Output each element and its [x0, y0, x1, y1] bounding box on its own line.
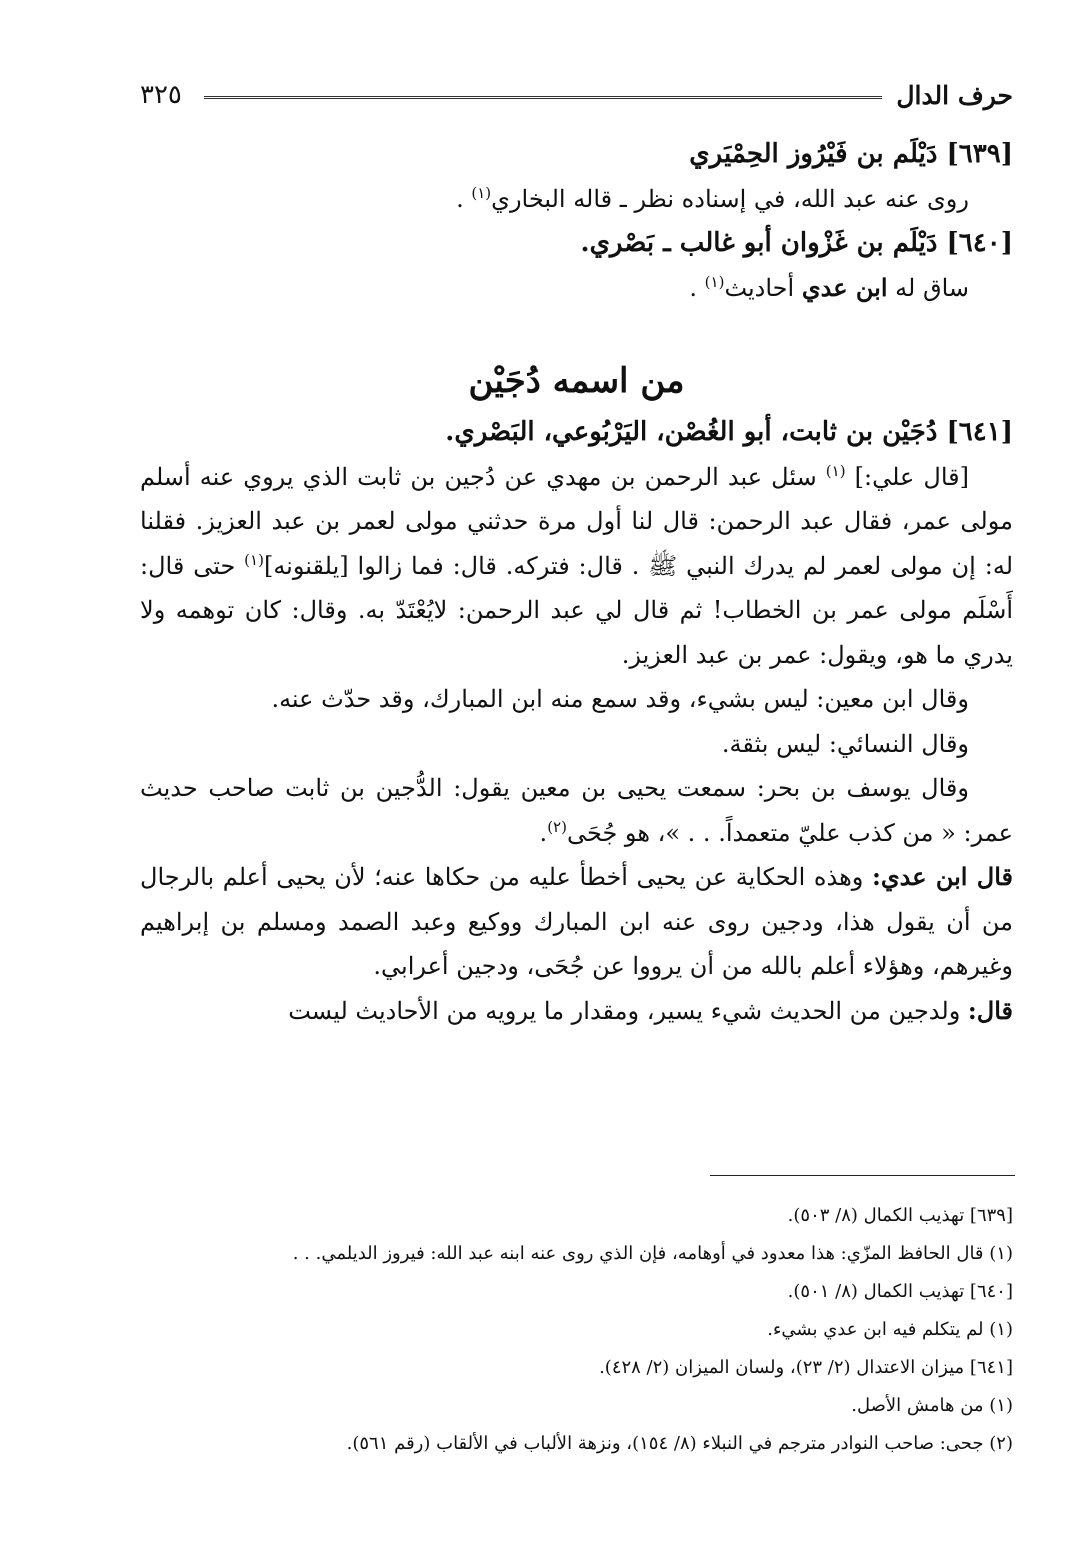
entry-641-paragraph-4	[140, 766, 1013, 855]
footnote-ref: (١)	[825, 461, 846, 480]
footnote-ref: (١)	[704, 272, 725, 291]
footnote-ref: (١)	[471, 183, 492, 202]
footnote-ref: (٢)	[547, 817, 567, 836]
header-title: حرف الدال	[896, 80, 1013, 110]
footnote: (١) قال الحافظ المزّي: هذا معدود في أوهامه، فإن الذي روى عنه ابنه عبد الله: فيروز الديلمي. . .	[292, 1243, 1013, 1264]
p1-c: حتى قال: أَسْلَم مولى عمر بن الخطاب! ثم قال لي عبد الرحمن: لايُعْتَدّ به. وقال: كان توهمه ولا يدري ما هو، ويقول: عمر بن عبد العزيز.	[140, 551, 1013, 669]
entry-640-heading: [٦٤٠] دَيْلَم بن غَزْوان أبو غالب ـ بَصْري.	[580, 228, 1013, 258]
entry-640-end: .	[689, 273, 705, 302]
main-text	[140, 132, 1013, 1033]
entry-640-body-a: ساق له	[887, 273, 969, 302]
page-number: ٣٢٥	[140, 80, 182, 110]
entry-641-paragraph-1	[140, 455, 1013, 678]
entry-641-paragraph-6	[140, 989, 1013, 1034]
entry-640-text	[140, 266, 1013, 311]
entry-639-heading: [٦٣٩] دَيْلَم بن فَيْرُوز الحِمْيَري	[689, 139, 1013, 169]
entry-639-text	[140, 177, 1013, 222]
footnote: [٦٤١] ميزان الاعتدال (٢/ ٢٣)، ولسان الميزان (٢/ ٤٢٨).	[599, 1357, 1013, 1378]
p5-body: وهذه الحكاية عن يحيى أخطأ عليه من حكاها عنه؛ لأن يحيى أعلم بالرجال من أن يقول هذا، ودجين روى عنه ابن المبارك ووكيع وعبد الصمد ومسلم بن إبراهيم وغيرهم، وهؤلاء أعلم بالله من أن يرووا عن جُحَى، ودجين أعرابي.	[140, 863, 1014, 980]
entry-641-paragraph-5	[140, 855, 1013, 989]
p4-end: .	[539, 818, 548, 847]
entry-641-paragraph-2: وقال ابن معين: ليس بشيء، وقد سمع منه ابن المبارك، وقد حدّث عنه.	[271, 685, 969, 713]
p4-a: وقال يوسف بن بحر: سمعت يحيى بن معين يقول: الدُّجين بن ثابت صاحب حديث عمر: « من كذب عليّ متعمداً. . . »، هو جُحَى	[140, 774, 1013, 847]
header-rule	[204, 96, 882, 99]
entry-639-body: روى عنه عبد الله، في إسناده نظر ـ قاله البخاري	[491, 184, 969, 213]
footnote: (٢) جحى: صاحب النوادر مترجم في النبلاء (٨/ ١٥٤)، ونزهة الألباب في الألقاب (رقم ٥٦١).	[346, 1433, 1013, 1454]
entry-641-paragraph-3: وقال النسائي: ليس بثقة.	[721, 729, 969, 758]
entry-641-heading: [٦٤١] دُجَيْن بن ثابت، أبو الغُصْن، اليَرْبُوعي، البَصْري.	[445, 417, 1013, 447]
entry-639-end: .	[456, 184, 472, 213]
footnote-rule	[710, 1175, 1015, 1176]
footnote: [٦٤٠] تهذيب الكمال (٨/ ٥٠١).	[787, 1281, 1013, 1302]
footnote: (١) من هامش الأصل.	[851, 1395, 1013, 1416]
footnotes	[140, 1197, 1013, 1463]
section-title: من اسمه دُجَيْن	[468, 361, 685, 401]
footnote-ref: (١)	[244, 550, 264, 569]
footnote: [٦٣٩] تهذيب الكمال (٨/ ٥٠٣).	[787, 1205, 1013, 1226]
p6-lead: قال:	[967, 995, 1013, 1025]
p1-a: [قال علي:]	[845, 462, 970, 491]
p5-lead: قال ابن عدي:	[871, 862, 1013, 891]
p6-body: ولدجين من الحديث شيء يسير، ومقدار ما يرويه من الأحاديث ليست	[288, 996, 968, 1025]
entry-640-body-b: ابن عدي	[801, 272, 888, 302]
running-header	[140, 78, 1013, 112]
p1-b: سئل عبد الرحمن بن مهدي عن دُجين بن ثابت الذي يروي عنه أسلم مولى عمر، فقال عبد الرحمن: قال لنا أول مرة حدثني مولى لعمر بن عبد العزيز. فقلنا له: إن مولى لعمر لم يدرك النبي ﷺ . قال: فتركه. قال: فما زالوا [يلقنونه]	[140, 462, 1014, 580]
entry-640-body-c: أحاديث	[724, 273, 802, 302]
footnote: (١) لم يتكلم فيه ابن عدي بشيء.	[767, 1319, 1013, 1340]
